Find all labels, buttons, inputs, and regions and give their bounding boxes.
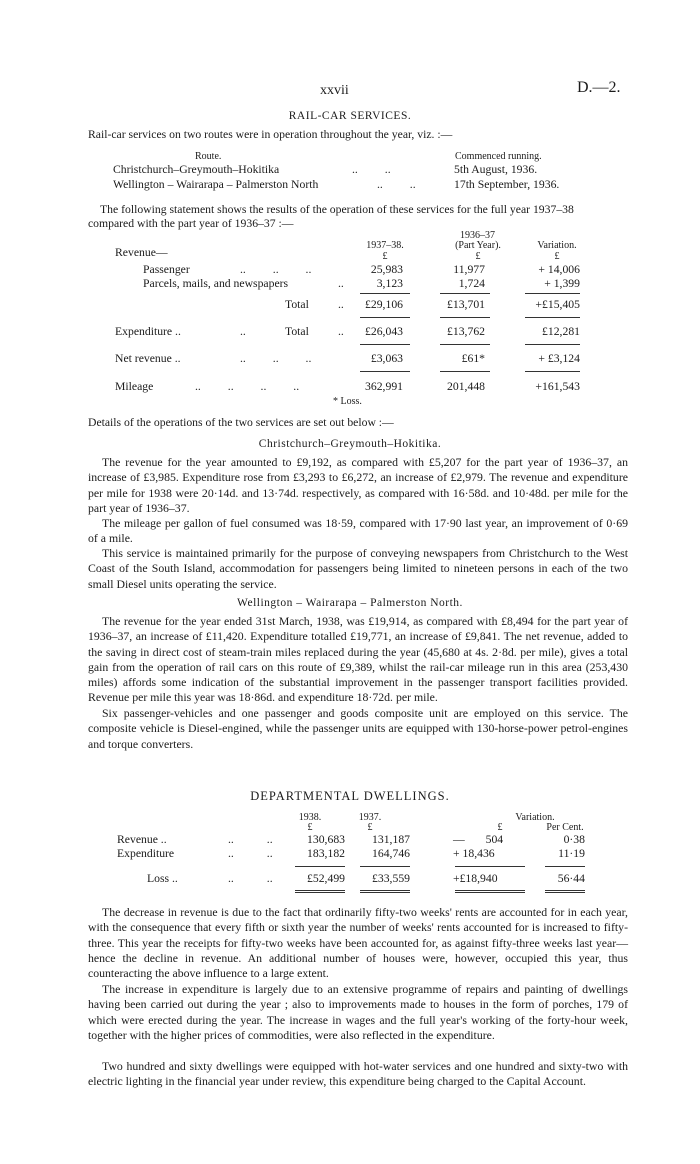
dw-expenditure-1938: 183,182: [307, 847, 345, 860]
dwellings-paragraph-3: Two hundred and sixty dwellings were equipped with hot-water services and one hundred and sixty-two with electric lighting in the financial year under review, this expenditure being charged to the Capital Account.: [88, 1059, 628, 1089]
pound-symbol-1: £: [382, 251, 388, 262]
dw-loss-1938: £52,499: [307, 872, 345, 885]
passenger-1937-38: 25,983: [370, 263, 403, 276]
route-dots-1: .. ..: [352, 163, 391, 176]
dw-col-1938: 1938.: [298, 812, 322, 823]
total-label: Total: [285, 298, 309, 311]
passenger-1936-37: 11,977: [453, 263, 485, 276]
railcar-title: RAIL-CAR SERVICES.: [288, 110, 412, 122]
dw-expenditure-1937: 164,746: [372, 847, 410, 860]
christchurch-paragraph-1: The revenue for the year amounted to £9,192, as compared with £5,207 for the part year of 1936–37, an increase of £3,985. Expenditure rose from £3,293 to £6,272, an increase of £2,979. The revenue and expenditure per mile for 1938 were 20·14d. and 13·74d. respectively, as compared with 16·58d. and 10·48d. per mile for the part year of 1936–37.: [88, 455, 628, 515]
dw-revenue-1938: 130,683: [307, 833, 345, 846]
christchurch-paragraph-3: This service is maintained primarily for the purpose of conveying newspapers from Christchurch to the West Coast of the South Island, accommodation for passengers being limited to nineteen persons in each of the two small Diesel units operating the service.: [88, 546, 628, 591]
christchurch-heading: Christchurch–Greymouth–Hokitika.: [258, 438, 442, 450]
route-dots-2: .. ..: [377, 178, 416, 191]
passenger-label: Passenger: [143, 263, 190, 276]
expenditure-dots: ..: [240, 325, 246, 338]
statement-line-2: compared with the part year of 1936–37 :—: [88, 217, 294, 230]
expenditure-dots-2: ..: [338, 325, 344, 338]
expenditure-1937-38: £26,043: [365, 325, 403, 338]
dw-revenue-1937: 131,187: [372, 833, 410, 846]
net-revenue-1937-38: £3,063: [370, 352, 403, 365]
dw-loss-label: Loss ..: [147, 872, 178, 885]
revenue-label: Revenue—: [115, 246, 168, 259]
rule: [295, 866, 345, 867]
parcels-dots: ..: [338, 277, 344, 290]
rule: [360, 293, 410, 294]
double-rule: [295, 890, 345, 893]
mileage-dots: .. .. .. ..: [195, 380, 300, 393]
route-date-1: 5th August, 1936.: [454, 163, 538, 176]
total-dots: ..: [338, 298, 344, 311]
parcels-1937-38: 3,123: [376, 277, 403, 290]
route-date-2: 17th September, 1936.: [454, 178, 560, 191]
mileage-label: Mileage: [115, 380, 154, 393]
rule: [525, 293, 580, 294]
parcels-label: Parcels, mails, and newspapers: [143, 277, 289, 290]
rule: [455, 866, 525, 867]
wellington-paragraph-2: Six passenger-vehicles and one passenger and goods composite unit are employed on this service. The composite vehicle is Diesel-engined, while the passenger units are equipped with 130-horse-power petrol-engines and torque converters.: [88, 706, 628, 751]
rule: [440, 293, 490, 294]
christchurch-paragraph-2: The mileage per gallon of fuel consumed was 18·59, compared with 17·90 last year, an improvement of 0·69 of a mile.: [88, 516, 628, 546]
commenced-column-header: Commenced running.: [455, 151, 542, 162]
pound-symbol-2: £: [475, 251, 481, 262]
dw-loss-percent: 56·44: [557, 872, 585, 885]
double-rule: [455, 890, 525, 893]
mileage-1937-38: 362,991: [365, 380, 403, 393]
total-1937-38: £29,106: [365, 298, 403, 311]
passenger-dots: .. .. ..: [240, 263, 312, 276]
dw-col-percent: Per Cent.: [546, 822, 584, 833]
col-header-variation: Variation.: [537, 240, 577, 251]
dw-col-1937: 1937.: [358, 812, 382, 823]
net-revenue-label: Net revenue ..: [115, 352, 181, 365]
page-number: xxvii: [320, 83, 349, 98]
mileage-1936-37: 201,448: [447, 380, 485, 393]
dw-revenue-dots: .. ..: [228, 833, 273, 846]
route-column-header: Route.: [195, 151, 222, 162]
dwellings-title: DEPARTMENTAL DWELLINGS.: [250, 789, 450, 803]
rule: [360, 317, 410, 318]
details-intro: Details of the operations of the two services are set out below :—: [88, 416, 394, 429]
parcels-variation: + 1,399: [544, 277, 580, 290]
rule: [440, 317, 490, 318]
loss-footnote: * Loss.: [333, 396, 362, 407]
rule: [525, 371, 580, 372]
rule: [360, 371, 410, 372]
route-name-2: Wellington – Wairarapa – Palmerston North: [113, 178, 319, 191]
expenditure-label: Expenditure ..: [115, 325, 181, 338]
total-variation: +£15,405: [535, 298, 580, 311]
dw-revenue-percent: 0·38: [563, 833, 585, 846]
dw-loss-dots: .. ..: [228, 872, 273, 885]
expenditure-1936-37: £13,762: [447, 325, 485, 338]
passenger-variation: + 14,006: [538, 263, 580, 276]
dw-revenue-label: Revenue ..: [117, 833, 167, 846]
net-revenue-variation: + £3,124: [538, 352, 580, 365]
wellington-heading: Wellington – Wairarapa – Palmerston North.: [237, 597, 463, 609]
dwellings-paragraph-2: The increase in expenditure is largely due to an extensive programme of repairs and painting of dwellings having been carried out during the year ; also to improvements made to houses in the form of porches, 179 of which were erected during the year. The increase in wages and the full year's working of the forty-hour week, together with the higher prices of commodities, were also reflected in the expenditure.: [88, 982, 628, 1042]
double-rule: [545, 890, 585, 893]
dw-loss-variation: +£18,940: [453, 872, 498, 885]
dw-revenue-variation: — 504: [453, 833, 504, 846]
rule: [525, 317, 580, 318]
dw-pound-3: £: [497, 822, 503, 833]
dw-expenditure-dots: .. ..: [228, 847, 273, 860]
col-header-part-year: (Part Year).: [455, 240, 501, 251]
col-header-1937-38: 1937–38.: [366, 240, 404, 251]
dw-pound-2: £: [367, 822, 373, 833]
col-header-1936-37: 1936–37: [460, 230, 495, 241]
rule: [440, 344, 490, 345]
wellington-paragraph-1: The revenue for the year ended 31st March, 1938, was £19,914, as compared with £8,494 for the part year of 1936–37, an increase of £11,420. Expenditure totalled £19,771, an increase of £9,841. The net revenue, added to the saving in direct cost of steam-train miles replaced during the year (45,680 at 4s. 2·8d. per mile), gives a total gain from the operation of rail cars on this route of £9,389, whilst the rail-car mileage run in this area (253,430 miles) affords some indication of the substantial improvement in the passenger transport facilities provided. Revenue per mile this year was 18·86d. and expenditure 18·72d. per mile.: [88, 614, 628, 705]
net-revenue-dots: .. .. ..: [240, 352, 312, 365]
dw-col-variation: Variation.: [515, 812, 555, 823]
dw-pound-1: £: [307, 822, 313, 833]
statement-line-1: The following statement shows the results of the operation of these services for the full year 1937–38: [100, 203, 574, 216]
pound-symbol-3: £: [554, 251, 560, 262]
dw-expenditure-variation: + 18,436: [453, 847, 495, 860]
railcar-intro: Rail-car services on two routes were in operation throughout the year, viz. :—: [88, 128, 453, 141]
expenditure-variation: £12,281: [542, 325, 580, 338]
rule: [545, 866, 585, 867]
dw-expenditure-label: Expenditure: [117, 847, 175, 860]
rule: [360, 344, 410, 345]
double-rule: [360, 890, 410, 893]
rule: [440, 371, 490, 372]
rule: [360, 866, 410, 867]
dwellings-paragraph-1: The decrease in revenue is due to the fact that ordinarily fifty-two weeks' rents are accounted for in each year, with the consequence that every fifth or sixth year the number of weeks' rents accounted for is increased to fifty-three. This year the receipts for fifty-two weeks have been accounted for, as against fifty-three weeks last year—hence the decline in revenue. An additional number of houses were, however, occupied this year, thus counteracting the above influence to a large extent.: [88, 905, 628, 981]
document-code: D.—2.: [577, 79, 621, 96]
route-name-1: Christchurch–Greymouth–Hokitika: [113, 163, 280, 176]
parcels-1936-37: 1,724: [458, 277, 485, 290]
mileage-variation: +161,543: [535, 380, 580, 393]
rule: [525, 344, 580, 345]
net-revenue-1936-37: £61*: [461, 352, 485, 365]
dw-loss-1937: £33,559: [372, 872, 410, 885]
dw-expenditure-percent: 11·19: [558, 847, 585, 860]
expenditure-total-label: Total: [285, 325, 309, 338]
total-1936-37: £13,701: [447, 298, 485, 311]
